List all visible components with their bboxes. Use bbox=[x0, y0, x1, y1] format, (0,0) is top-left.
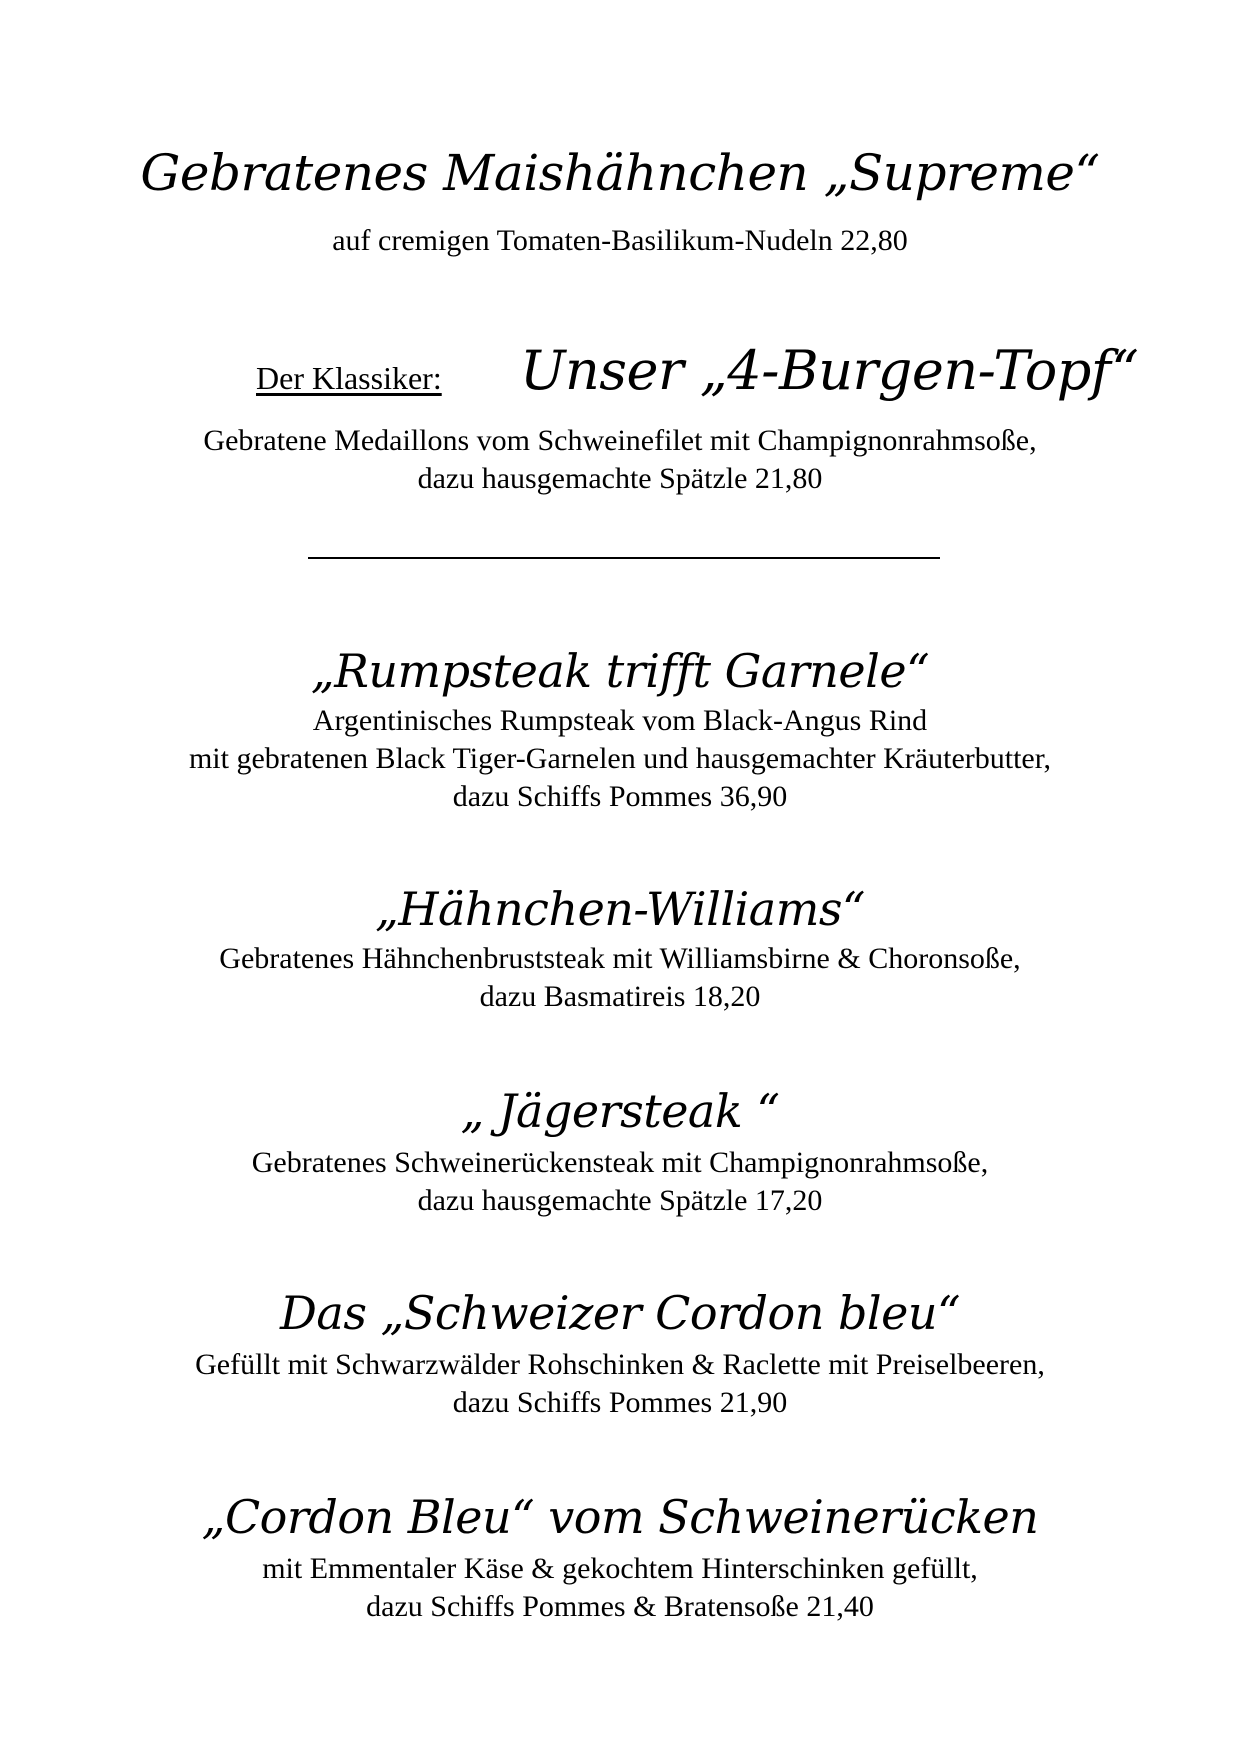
description-line: mit Emmentaler Käse & gekochtem Hinterschinken gefüllt, bbox=[262, 1552, 978, 1585]
description-line: Gebratene Medaillons vom Schweinefilet mit Champignonrahmsoße, bbox=[203, 424, 1037, 457]
klassiker-label: Der Klassiker: bbox=[256, 360, 442, 396]
description-line: Gebratenes Hähnchenbruststeak mit Williamsbirne & Choronsoße, bbox=[219, 942, 1021, 975]
description-line: dazu hausgemachte Spätzle 17,20 bbox=[417, 1184, 823, 1217]
dish-title-cordon-bleu-schweinerruecken: „Cordon Bleu“ vom Schweinerücken bbox=[201, 1490, 1039, 1544]
description-line: Gefüllt mit Schwarzwälder Rohschinken & Raclette mit Preiselbeeren, bbox=[195, 1348, 1045, 1381]
dish-description-4-burgen-topf bbox=[0, 422, 1240, 498]
description-line: dazu Schiffs Pommes 21,90 bbox=[452, 1386, 788, 1419]
description-line: dazu Schiffs Pommes 36,90 bbox=[452, 780, 788, 813]
section-divider bbox=[308, 557, 940, 559]
dish-title-jaegersteak: „ Jägersteak “ bbox=[460, 1084, 780, 1138]
dish-title-schweizer-cordon-bleu: Das „Schweizer Cordon bleu“ bbox=[280, 1286, 960, 1340]
dish-description-rumpsteak bbox=[0, 702, 1240, 816]
klassiker-heading bbox=[0, 338, 1240, 408]
description-line: Gebratenes Schweinerückensteak mit Champignonrahmsoße, bbox=[251, 1146, 989, 1179]
dish-description-jaegersteak bbox=[0, 1144, 1240, 1220]
dish-description-supreme bbox=[0, 222, 1240, 260]
dish-title-haehnchen-williams: „Hähnchen-Williams“ bbox=[375, 882, 865, 936]
description-line: Argentinisches Rumpsteak vom Black-Angus Rind bbox=[312, 704, 928, 737]
dish-description-cordon-bleu-schweinerruecken bbox=[0, 1550, 1240, 1626]
dish-title-supreme: Gebratenes Maishähnchen „Supreme“ bbox=[140, 144, 1100, 202]
description-line: dazu Schiffs Pommes & Bratensoße 21,40 bbox=[366, 1590, 874, 1623]
description-line: dazu Basmatireis 18,20 bbox=[479, 980, 761, 1013]
dish-title-4-burgen-topf: Unser „4-Burgen-Topf“ bbox=[520, 339, 1139, 402]
dish-description-schweizer-cordon-bleu bbox=[0, 1346, 1240, 1422]
dish-title-rumpsteak: „Rumpsteak trifft Garnele“ bbox=[310, 644, 930, 698]
description-line: mit gebratenen Black Tiger-Garnelen und hausgemachter Kräuterbutter, bbox=[188, 742, 1052, 775]
dish-description-haehnchen-williams bbox=[0, 940, 1240, 1016]
description-line: auf cremigen Tomaten-Basilikum-Nudeln 22,80 bbox=[332, 224, 908, 257]
description-line: dazu hausgemachte Spätzle 21,80 bbox=[417, 462, 823, 495]
